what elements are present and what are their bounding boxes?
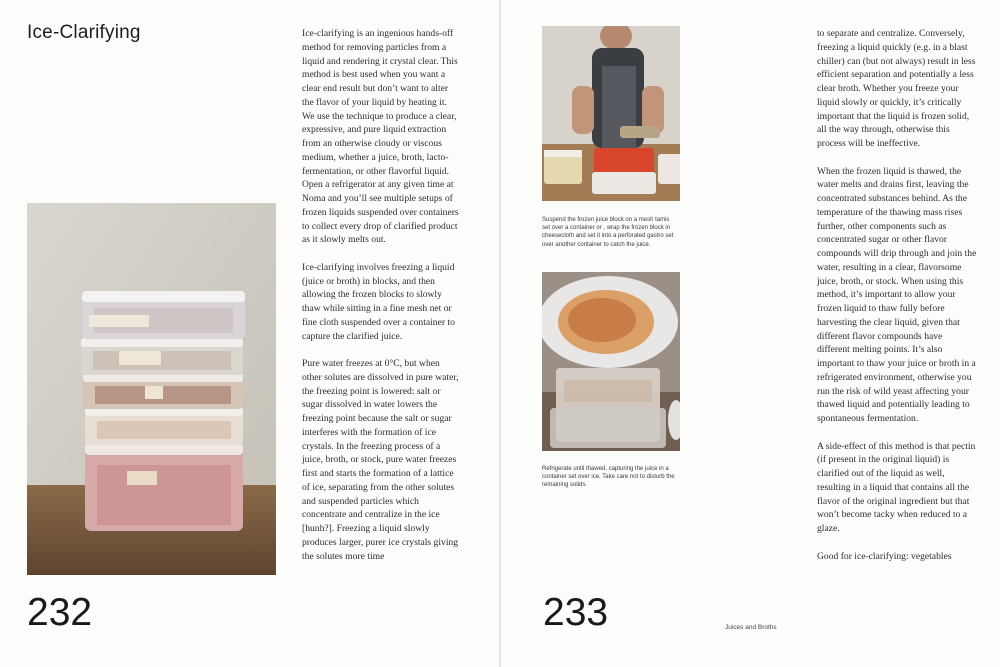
body-paragraph: A side-effect of this method is that pectin (if present in the original liquid) is clarified out of the liquid as well, resulting in a liquid that contains all the flavor of the original ingredient but that won’t become tacky when reduced to a glaze. <box>817 440 976 534</box>
photo-caption: Suspend the frozen juice block on a mesh tamis set over a container or , wrap the frozen block in cheesecloth and set it into a perforated gastro set over another container to catch the juice. <box>542 217 674 248</box>
photo-caption: Refrigerate until thawed, capturing the juice in a container set over ice. Take care not to disturb the remaining solids. <box>542 466 675 489</box>
photo-stacked-containers <box>27 203 276 575</box>
body-paragraph: to separate and centralize. Conversely, freezing a liquid quickly (e.g. in a blast chiller) can (but not always) result in less efficient separation and potentially a less clear broth. Whether you freeze your liquid slowly or quickly, it’s critically important that the liquid is frozen solid, all the way through, otherwise this process will be ineffective. <box>817 28 976 149</box>
right-body-text <box>817 27 977 577</box>
page-number-right: 233 <box>543 591 609 634</box>
left-body-text <box>302 27 460 577</box>
body-paragraph: Ice-clarifying involves freezing a liquid (juice or broth) in blocks, and then allowing the frozen blocks to slowly thaw while sitting in a fine mesh net or fine cloth suspended over a container to capture the clarified juice. <box>302 261 455 342</box>
section-title: Ice-Clarifying <box>27 22 141 43</box>
running-footer: Juices and Broths <box>725 624 777 631</box>
body-paragraph: Good for ice-clarifying: vegetables <box>817 550 952 562</box>
body-paragraph: Pure water freezes at 0°C, but when other solutes are dissolved in pure water, the freezing point is lowered: salt or sugar dissolved in water lowers the freezing point because the salt or sugar interferes with the formation of ice crystals. In the freezing process of a juice, broth, or stock, pure water freezes first and starts the formation of a lattice of ice, separating from the other solutes and suspended particles which concentrate and centralize in the ice [hunh?]. Freezing a liquid slowly produces larger, purer ice crystals giving the solutes more time <box>302 358 459 562</box>
right-page <box>501 0 1000 667</box>
body-paragraph: When the frozen liquid is thawed, the water melts and drains first, leaving the concentrated substances behind. As the temperature of the thawing mass rises further, other components such as concentrated sugar or other flavor compounds will drip through and join the water, resulting in a clear, flavorsome juice, broth, or stock. When using this method, it’s important to allow your frozen liquid to thaw fully before harvesting the clear liquid, given that different flavor compounds have different melting points. It’s also important to thaw your juice or broth in a refrigerated environment, otherwise you run the risk of wild yeast affecting your thawed liquid and potentially leading to spontaneous fermentation. <box>817 165 977 424</box>
photo-chef-suspending-juice-block <box>542 26 680 201</box>
photo-thawing-in-strainer <box>542 272 680 451</box>
left-page <box>0 0 499 667</box>
page-number-left: 232 <box>27 591 93 634</box>
body-paragraph: Ice-clarifying is an ingenious hands-off method for removing particles from a liquid and rendering it crystal clear. This method is best used when you want a clear end result but don’t want to alter the flavor of your liquid by heating it. We use the technique to produce a clear, expressive, and pure liquid extraction from an otherwise cloudy or viscous medium, whether a juice, broth, lacto-fermentation, or other flavorful liquid. Open a refrigerator at any given time at Noma and you’ll see multiple setups of frozen liquids suspended over containers to collect every drop of clarified product as it slowly melts out. <box>302 28 459 246</box>
